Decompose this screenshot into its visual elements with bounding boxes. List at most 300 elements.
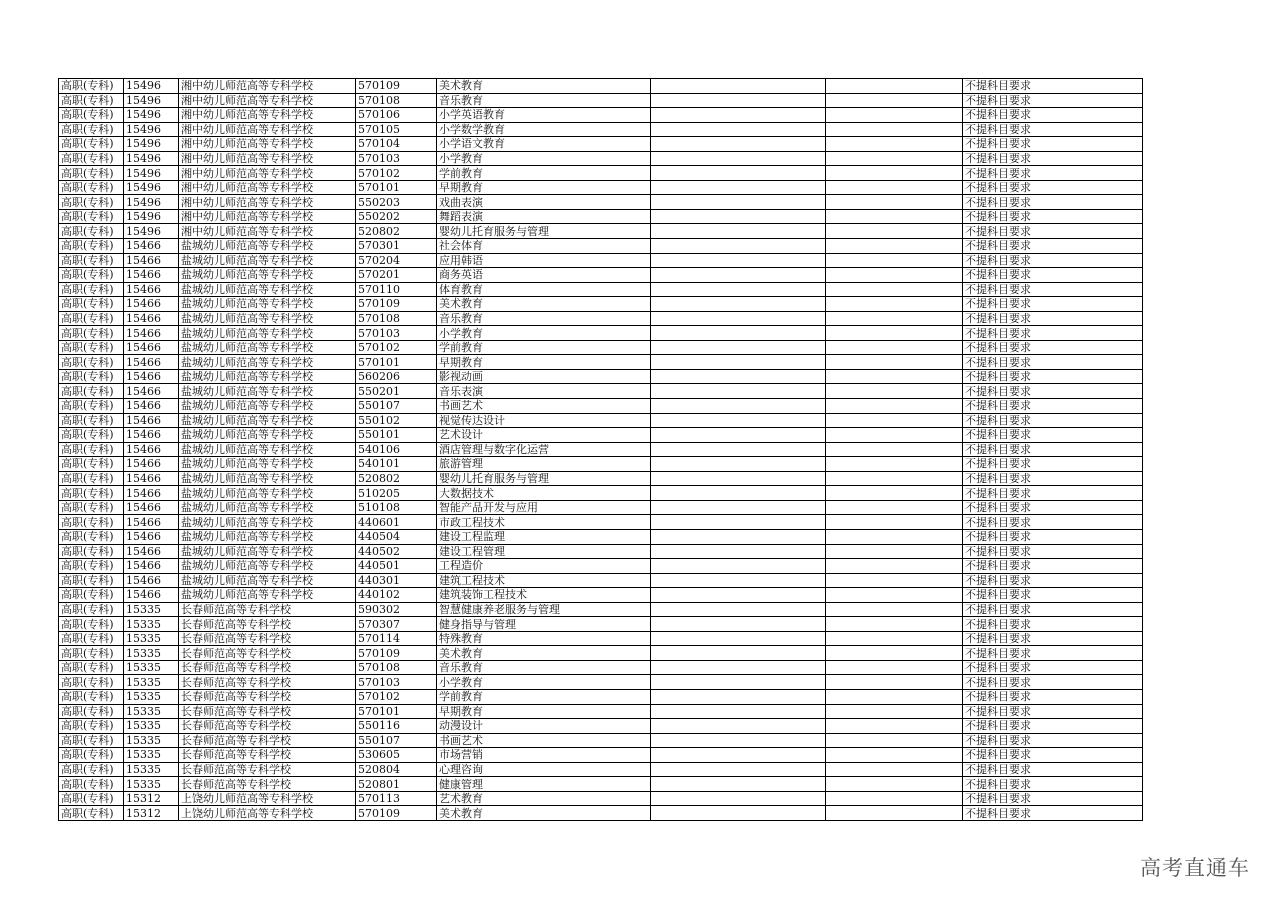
table-row <box>59 108 1143 123</box>
major-name-cell: 艺术设计 <box>437 428 651 443</box>
table-row <box>59 791 1143 806</box>
level-cell: 高职(专科) <box>59 297 124 312</box>
school-code-cell: 15466 <box>124 239 179 254</box>
blank-cell-a <box>651 282 826 297</box>
major-code-cell: 520801 <box>356 777 437 792</box>
school-name-cell: 盐城幼儿师范高等专科学校 <box>179 340 356 355</box>
major-name-cell: 影视动画 <box>437 369 651 384</box>
blank-cell-a <box>651 646 826 661</box>
major-code-cell: 570101 <box>356 704 437 719</box>
major-code-cell: 440601 <box>356 515 437 530</box>
subject-requirement-cell: 不提科目要求 <box>963 195 1143 210</box>
subject-requirement-cell: 不提科目要求 <box>963 762 1143 777</box>
table-row <box>59 646 1143 661</box>
table-row <box>59 660 1143 675</box>
blank-cell-b <box>826 617 963 632</box>
school-name-cell: 盐城幼儿师范高等专科学校 <box>179 311 356 326</box>
subject-requirement-cell: 不提科目要求 <box>963 79 1143 94</box>
school-name-cell: 湘中幼儿师范高等专科学校 <box>179 137 356 152</box>
major-name-cell: 动漫设计 <box>437 719 651 734</box>
major-name-cell: 智慧健康养老服务与管理 <box>437 602 651 617</box>
major-name-cell: 婴幼儿托育服务与管理 <box>437 471 651 486</box>
major-code-cell: 570104 <box>356 137 437 152</box>
blank-cell-b <box>826 544 963 559</box>
level-cell: 高职(专科) <box>59 529 124 544</box>
school-name-cell: 长春师范高等专科学校 <box>179 689 356 704</box>
table-row <box>59 486 1143 501</box>
blank-cell-a <box>651 253 826 268</box>
blank-cell-b <box>826 180 963 195</box>
subject-requirement-cell: 不提科目要求 <box>963 311 1143 326</box>
table-row <box>59 675 1143 690</box>
major-code-cell: 570110 <box>356 282 437 297</box>
table-row <box>59 428 1143 443</box>
blank-cell-a <box>651 79 826 94</box>
major-name-cell: 早期教育 <box>437 180 651 195</box>
blank-cell-b <box>826 791 963 806</box>
major-code-cell: 570108 <box>356 93 437 108</box>
school-code-cell: 15466 <box>124 311 179 326</box>
school-name-cell: 湘中幼儿师范高等专科学校 <box>179 93 356 108</box>
blank-cell-a <box>651 413 826 428</box>
school-code-cell: 15466 <box>124 253 179 268</box>
school-code-cell: 15496 <box>124 209 179 224</box>
table-row <box>59 413 1143 428</box>
subject-requirement-cell: 不提科目要求 <box>963 748 1143 763</box>
level-cell: 高职(专科) <box>59 762 124 777</box>
major-name-cell: 音乐教育 <box>437 93 651 108</box>
major-code-cell: 440501 <box>356 559 437 574</box>
table-row <box>59 166 1143 181</box>
major-name-cell: 特殊教育 <box>437 631 651 646</box>
blank-cell-a <box>651 617 826 632</box>
subject-requirement-cell: 不提科目要求 <box>963 297 1143 312</box>
level-cell: 高职(专科) <box>59 137 124 152</box>
major-code-cell: 570307 <box>356 617 437 632</box>
subject-requirement-cell: 不提科目要求 <box>963 704 1143 719</box>
school-code-cell: 15466 <box>124 442 179 457</box>
major-code-cell: 440504 <box>356 529 437 544</box>
school-code-cell: 15466 <box>124 340 179 355</box>
major-code-cell: 570109 <box>356 297 437 312</box>
major-code-cell: 550203 <box>356 195 437 210</box>
table-row <box>59 689 1143 704</box>
major-name-cell: 社会体育 <box>437 239 651 254</box>
subject-requirement-cell: 不提科目要求 <box>963 675 1143 690</box>
blank-cell-a <box>651 340 826 355</box>
level-cell: 高职(专科) <box>59 486 124 501</box>
blank-cell-b <box>826 326 963 341</box>
blank-cell-b <box>826 762 963 777</box>
blank-cell-a <box>651 602 826 617</box>
level-cell: 高职(专科) <box>59 675 124 690</box>
major-code-cell: 550116 <box>356 719 437 734</box>
level-cell: 高职(专科) <box>59 559 124 574</box>
school-code-cell: 15335 <box>124 704 179 719</box>
school-code-cell: 15466 <box>124 326 179 341</box>
level-cell: 高职(专科) <box>59 428 124 443</box>
school-name-cell: 盐城幼儿师范高等专科学校 <box>179 268 356 283</box>
table-row <box>59 384 1143 399</box>
table-row <box>59 282 1143 297</box>
school-code-cell: 15466 <box>124 282 179 297</box>
blank-cell-a <box>651 762 826 777</box>
school-code-cell: 15466 <box>124 486 179 501</box>
major-code-cell: 440301 <box>356 573 437 588</box>
subject-requirement-cell: 不提科目要求 <box>963 239 1143 254</box>
blank-cell-a <box>651 268 826 283</box>
table-row <box>59 631 1143 646</box>
level-cell: 高职(专科) <box>59 122 124 137</box>
blank-cell-a <box>651 428 826 443</box>
subject-requirement-cell: 不提科目要求 <box>963 413 1143 428</box>
blank-cell-b <box>826 675 963 690</box>
school-code-cell: 15466 <box>124 413 179 428</box>
table-row <box>59 806 1143 821</box>
subject-requirement-cell: 不提科目要求 <box>963 326 1143 341</box>
major-name-cell: 音乐教育 <box>437 660 651 675</box>
school-name-cell: 盐城幼儿师范高等专科学校 <box>179 369 356 384</box>
level-cell: 高职(专科) <box>59 413 124 428</box>
school-code-cell: 15466 <box>124 369 179 384</box>
watermark: 高考直通车 <box>1140 856 1250 880</box>
subject-requirement-cell: 不提科目要求 <box>963 268 1143 283</box>
level-cell: 高职(专科) <box>59 500 124 515</box>
table-row <box>59 326 1143 341</box>
major-name-cell: 健身指导与管理 <box>437 617 651 632</box>
school-code-cell: 15466 <box>124 588 179 603</box>
major-code-cell: 570106 <box>356 108 437 123</box>
school-name-cell: 长春师范高等专科学校 <box>179 733 356 748</box>
blank-cell-a <box>651 486 826 501</box>
major-code-cell: 550202 <box>356 209 437 224</box>
blank-cell-b <box>826 79 963 94</box>
major-code-cell: 570108 <box>356 660 437 675</box>
table-row <box>59 311 1143 326</box>
blank-cell-b <box>826 195 963 210</box>
major-name-cell: 酒店管理与数字化运营 <box>437 442 651 457</box>
school-name-cell: 盐城幼儿师范高等专科学校 <box>179 326 356 341</box>
blank-cell-b <box>826 515 963 530</box>
table-row <box>59 399 1143 414</box>
blank-cell-b <box>826 137 963 152</box>
blank-cell-b <box>826 704 963 719</box>
blank-cell-b <box>826 239 963 254</box>
school-code-cell: 15335 <box>124 762 179 777</box>
blank-cell-b <box>826 573 963 588</box>
level-cell: 高职(专科) <box>59 268 124 283</box>
major-code-cell: 510108 <box>356 500 437 515</box>
major-name-cell: 学前教育 <box>437 166 651 181</box>
subject-requirement-cell: 不提科目要求 <box>963 602 1143 617</box>
blank-cell-b <box>826 384 963 399</box>
level-cell: 高职(专科) <box>59 151 124 166</box>
blank-cell-b <box>826 529 963 544</box>
level-cell: 高职(专科) <box>59 733 124 748</box>
blank-cell-a <box>651 399 826 414</box>
table-row <box>59 442 1143 457</box>
major-name-cell: 小学数学教育 <box>437 122 651 137</box>
school-name-cell: 盐城幼儿师范高等专科学校 <box>179 486 356 501</box>
table-row <box>59 719 1143 734</box>
major-name-cell: 早期教育 <box>437 355 651 370</box>
level-cell: 高职(专科) <box>59 224 124 239</box>
major-code-cell: 570102 <box>356 689 437 704</box>
subject-requirement-cell: 不提科目要求 <box>963 529 1143 544</box>
school-name-cell: 长春师范高等专科学校 <box>179 704 356 719</box>
blank-cell-a <box>651 748 826 763</box>
level-cell: 高职(专科) <box>59 209 124 224</box>
school-code-cell: 15496 <box>124 93 179 108</box>
level-cell: 高职(专科) <box>59 544 124 559</box>
table-row <box>59 471 1143 486</box>
blank-cell-b <box>826 253 963 268</box>
major-name-cell: 戏曲表演 <box>437 195 651 210</box>
blank-cell-b <box>826 311 963 326</box>
blank-cell-a <box>651 137 826 152</box>
major-name-cell: 美术教育 <box>437 806 651 821</box>
major-code-cell: 550102 <box>356 413 437 428</box>
subject-requirement-cell: 不提科目要求 <box>963 486 1143 501</box>
school-name-cell: 长春师范高等专科学校 <box>179 719 356 734</box>
blank-cell-b <box>826 151 963 166</box>
school-name-cell: 盐城幼儿师范高等专科学校 <box>179 355 356 370</box>
blank-cell-b <box>826 442 963 457</box>
subject-requirement-cell: 不提科目要求 <box>963 108 1143 123</box>
level-cell: 高职(专科) <box>59 588 124 603</box>
blank-cell-a <box>651 224 826 239</box>
blank-cell-b <box>826 588 963 603</box>
table-row <box>59 617 1143 632</box>
table-row <box>59 180 1143 195</box>
school-code-cell: 15466 <box>124 559 179 574</box>
school-code-cell: 15466 <box>124 500 179 515</box>
major-code-cell: 510205 <box>356 486 437 501</box>
subject-requirement-cell: 不提科目要求 <box>963 224 1143 239</box>
table-row <box>59 93 1143 108</box>
major-code-cell: 570109 <box>356 79 437 94</box>
major-code-cell: 560206 <box>356 369 437 384</box>
school-code-cell: 15466 <box>124 544 179 559</box>
school-name-cell: 长春师范高等专科学校 <box>179 646 356 661</box>
table-row <box>59 544 1143 559</box>
major-code-cell: 550107 <box>356 733 437 748</box>
subject-requirement-cell: 不提科目要求 <box>963 151 1143 166</box>
blank-cell-a <box>651 369 826 384</box>
blank-cell-a <box>651 326 826 341</box>
major-code-cell: 520804 <box>356 762 437 777</box>
major-name-cell: 旅游管理 <box>437 457 651 472</box>
table-row <box>59 137 1143 152</box>
major-code-cell: 570114 <box>356 631 437 646</box>
blank-cell-b <box>826 457 963 472</box>
major-name-cell: 商务英语 <box>437 268 651 283</box>
major-code-cell: 570109 <box>356 646 437 661</box>
major-code-cell: 520802 <box>356 471 437 486</box>
blank-cell-a <box>651 239 826 254</box>
blank-cell-a <box>651 660 826 675</box>
blank-cell-a <box>651 675 826 690</box>
blank-cell-b <box>826 399 963 414</box>
school-code-cell: 15335 <box>124 631 179 646</box>
major-code-cell: 570301 <box>356 239 437 254</box>
table-row <box>59 340 1143 355</box>
table-row <box>59 355 1143 370</box>
school-code-cell: 15496 <box>124 137 179 152</box>
blank-cell-b <box>826 660 963 675</box>
major-code-cell: 530605 <box>356 748 437 763</box>
major-code-cell: 570103 <box>356 151 437 166</box>
subject-requirement-cell: 不提科目要求 <box>963 791 1143 806</box>
major-code-cell: 570103 <box>356 675 437 690</box>
school-name-cell: 上饶幼儿师范高等专科学校 <box>179 806 356 821</box>
blank-cell-b <box>826 166 963 181</box>
table-row <box>59 559 1143 574</box>
level-cell: 高职(专科) <box>59 689 124 704</box>
subject-requirement-cell: 不提科目要求 <box>963 588 1143 603</box>
blank-cell-b <box>826 631 963 646</box>
school-code-cell: 15312 <box>124 806 179 821</box>
blank-cell-b <box>826 733 963 748</box>
school-name-cell: 湘中幼儿师范高等专科学校 <box>179 180 356 195</box>
blank-cell-a <box>651 122 826 137</box>
level-cell: 高职(专科) <box>59 253 124 268</box>
table-row <box>59 253 1143 268</box>
table-row <box>59 529 1143 544</box>
school-name-cell: 湘中幼儿师范高等专科学校 <box>179 209 356 224</box>
school-name-cell: 湘中幼儿师范高等专科学校 <box>179 195 356 210</box>
blank-cell-a <box>651 559 826 574</box>
major-name-cell: 心理咨询 <box>437 762 651 777</box>
major-code-cell: 570109 <box>356 806 437 821</box>
school-name-cell: 长春师范高等专科学校 <box>179 675 356 690</box>
level-cell: 高职(专科) <box>59 180 124 195</box>
blank-cell-b <box>826 369 963 384</box>
blank-cell-b <box>826 209 963 224</box>
blank-cell-b <box>826 471 963 486</box>
school-code-cell: 15496 <box>124 224 179 239</box>
subject-requirement-cell: 不提科目要求 <box>963 719 1143 734</box>
blank-cell-b <box>826 268 963 283</box>
school-name-cell: 盐城幼儿师范高等专科学校 <box>179 399 356 414</box>
school-code-cell: 15335 <box>124 719 179 734</box>
school-code-cell: 15466 <box>124 384 179 399</box>
table-row <box>59 602 1143 617</box>
subject-requirement-cell: 不提科目要求 <box>963 209 1143 224</box>
school-code-cell: 15335 <box>124 646 179 661</box>
blank-cell-a <box>651 457 826 472</box>
major-code-cell: 570108 <box>356 311 437 326</box>
school-name-cell: 湘中幼儿师范高等专科学校 <box>179 108 356 123</box>
major-name-cell: 小学英语教育 <box>437 108 651 123</box>
blank-cell-a <box>651 355 826 370</box>
blank-cell-b <box>826 108 963 123</box>
table-row <box>59 777 1143 792</box>
subject-requirement-cell: 不提科目要求 <box>963 733 1143 748</box>
school-name-cell: 盐城幼儿师范高等专科学校 <box>179 413 356 428</box>
major-code-cell: 590302 <box>356 602 437 617</box>
subject-requirement-cell: 不提科目要求 <box>963 355 1143 370</box>
school-code-cell: 15466 <box>124 355 179 370</box>
level-cell: 高职(专科) <box>59 777 124 792</box>
level-cell: 高职(专科) <box>59 399 124 414</box>
major-name-cell: 早期教育 <box>437 704 651 719</box>
school-code-cell: 15496 <box>124 180 179 195</box>
school-name-cell: 上饶幼儿师范高等专科学校 <box>179 791 356 806</box>
level-cell: 高职(专科) <box>59 515 124 530</box>
blank-cell-a <box>651 311 826 326</box>
school-code-cell: 15496 <box>124 166 179 181</box>
school-code-cell: 15496 <box>124 195 179 210</box>
subject-requirement-cell: 不提科目要求 <box>963 471 1143 486</box>
major-name-cell: 小学语文教育 <box>437 137 651 152</box>
admission-table <box>58 78 1143 821</box>
table-row <box>59 457 1143 472</box>
major-name-cell: 学前教育 <box>437 340 651 355</box>
school-code-cell: 15335 <box>124 733 179 748</box>
blank-cell-b <box>826 719 963 734</box>
school-name-cell: 盐城幼儿师范高等专科学校 <box>179 471 356 486</box>
subject-requirement-cell: 不提科目要求 <box>963 369 1143 384</box>
table-row <box>59 733 1143 748</box>
subject-requirement-cell: 不提科目要求 <box>963 399 1143 414</box>
subject-requirement-cell: 不提科目要求 <box>963 646 1143 661</box>
school-name-cell: 盐城幼儿师范高等专科学校 <box>179 384 356 399</box>
major-code-cell: 440102 <box>356 588 437 603</box>
blank-cell-b <box>826 340 963 355</box>
blank-cell-a <box>651 93 826 108</box>
major-name-cell: 建设工程管理 <box>437 544 651 559</box>
subject-requirement-cell: 不提科目要求 <box>963 806 1143 821</box>
school-name-cell: 盐城幼儿师范高等专科学校 <box>179 529 356 544</box>
blank-cell-a <box>651 442 826 457</box>
major-name-cell: 视觉传达设计 <box>437 413 651 428</box>
school-code-cell: 15466 <box>124 399 179 414</box>
subject-requirement-cell: 不提科目要求 <box>963 500 1143 515</box>
blank-cell-a <box>651 180 826 195</box>
school-code-cell: 15466 <box>124 268 179 283</box>
blank-cell-a <box>651 733 826 748</box>
school-name-cell: 湘中幼儿师范高等专科学校 <box>179 166 356 181</box>
blank-cell-a <box>651 806 826 821</box>
school-code-cell: 15466 <box>124 297 179 312</box>
major-name-cell: 书画艺术 <box>437 733 651 748</box>
level-cell: 高职(专科) <box>59 791 124 806</box>
major-name-cell: 体育教育 <box>437 282 651 297</box>
major-name-cell: 小学教育 <box>437 326 651 341</box>
level-cell: 高职(专科) <box>59 704 124 719</box>
major-name-cell: 健康管理 <box>437 777 651 792</box>
school-name-cell: 盐城幼儿师范高等专科学校 <box>179 297 356 312</box>
school-code-cell: 15335 <box>124 675 179 690</box>
subject-requirement-cell: 不提科目要求 <box>963 282 1143 297</box>
table-row <box>59 588 1143 603</box>
level-cell: 高职(专科) <box>59 573 124 588</box>
major-code-cell: 570113 <box>356 791 437 806</box>
level-cell: 高职(专科) <box>59 719 124 734</box>
subject-requirement-cell: 不提科目要求 <box>963 457 1143 472</box>
level-cell: 高职(专科) <box>59 748 124 763</box>
major-name-cell: 市场营销 <box>437 748 651 763</box>
school-name-cell: 盐城幼儿师范高等专科学校 <box>179 239 356 254</box>
major-name-cell: 智能产品开发与应用 <box>437 500 651 515</box>
table-row <box>59 195 1143 210</box>
blank-cell-b <box>826 224 963 239</box>
major-code-cell: 440502 <box>356 544 437 559</box>
subject-requirement-cell: 不提科目要求 <box>963 559 1143 574</box>
school-name-cell: 盐城幼儿师范高等专科学校 <box>179 428 356 443</box>
major-name-cell: 美术教育 <box>437 646 651 661</box>
